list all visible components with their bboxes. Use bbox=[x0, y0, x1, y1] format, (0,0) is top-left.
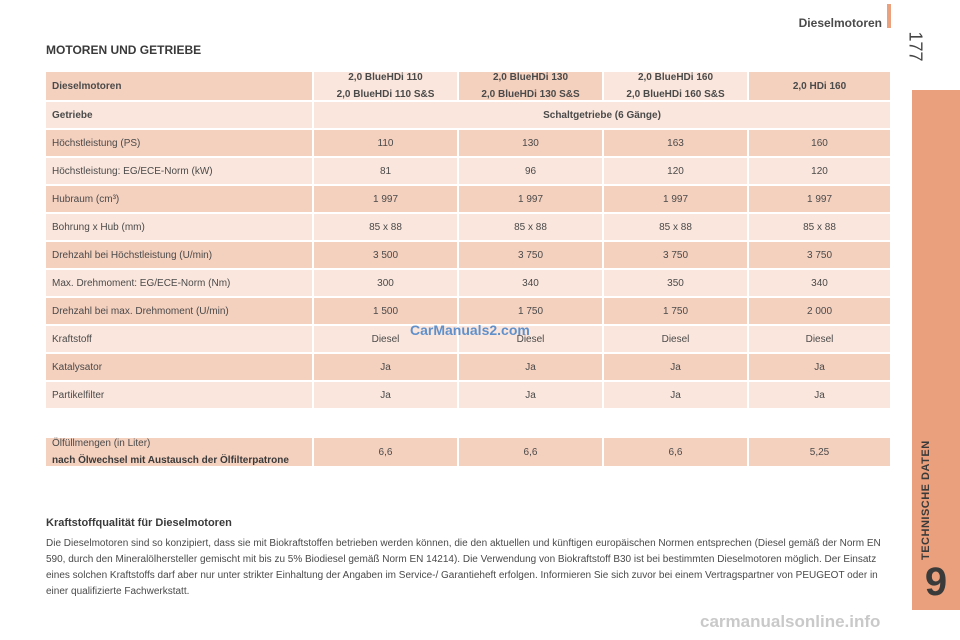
table-row bbox=[46, 382, 892, 410]
oil-value: 6,6 bbox=[459, 438, 604, 468]
engine-column-header bbox=[314, 72, 459, 102]
row-value: 160 bbox=[749, 130, 892, 158]
row-value: 130 bbox=[459, 130, 604, 158]
row-value: Ja bbox=[314, 354, 459, 382]
row-value: 163 bbox=[604, 130, 749, 158]
row-label: Höchstleistung: EG/ECE-Norm (kW) bbox=[46, 158, 314, 186]
row-value: 3 750 bbox=[604, 242, 749, 270]
row-label: Drehzahl bei max. Drehmoment (U/min) bbox=[46, 298, 314, 326]
header-title: Dieselmotoren bbox=[798, 16, 882, 30]
gearbox-value: Schaltgetriebe (6 Gänge) bbox=[314, 102, 892, 130]
table-row bbox=[46, 242, 892, 270]
engine-name: 2,0 BlueHDi 160 bbox=[637, 72, 714, 83]
table-row bbox=[46, 186, 892, 214]
row-value: Ja bbox=[314, 382, 459, 410]
table-row bbox=[46, 214, 892, 242]
engine-column-header bbox=[604, 72, 749, 102]
row-value: Ja bbox=[604, 382, 749, 410]
row-label: Hubraum (cm³) bbox=[46, 186, 314, 214]
row-label: Max. Drehmoment: EG/ECE-Norm (Nm) bbox=[46, 270, 314, 298]
oil-value: 6,6 bbox=[314, 438, 459, 468]
row-value: 300 bbox=[314, 270, 459, 298]
row-value: 110 bbox=[314, 130, 459, 158]
oil-value: 6,6 bbox=[604, 438, 749, 468]
row-value: 3 750 bbox=[749, 242, 892, 270]
table-row bbox=[46, 354, 892, 382]
row-value: Ja bbox=[749, 382, 892, 410]
engine-name: 2,0 HDi 160 bbox=[792, 80, 847, 92]
gearbox-label: Getriebe bbox=[46, 102, 314, 130]
table-row bbox=[46, 158, 892, 186]
footer-watermark: carmanualsonline.info bbox=[700, 612, 881, 631]
row-value: 85 x 88 bbox=[459, 214, 604, 242]
oil-sublabel: nach Ölwechsel mit Austausch der Ölfilterpatrone bbox=[52, 455, 289, 466]
row-value: 85 x 88 bbox=[749, 214, 892, 242]
row-label: Kraftstoff bbox=[46, 326, 314, 354]
row-value: Diesel bbox=[604, 326, 749, 354]
row-value: 120 bbox=[604, 158, 749, 186]
gearbox-row bbox=[46, 102, 892, 130]
fuel-quality-text: Die Dieselmotoren sind so konzipiert, dass sie mit Biokraftstoffen betrieben werden können, die den aktuellen und künftigen europäischen Normen entsprechen (Diesel gemäß der Norm EN 590, durch den Mineralölhersteller gemischt mit bis zu 5% Biodiesel gemäß Norm EN 14214). Die Verwendung von Biokraftstoff B30 ist bei bestimmten Dieselmotoren möglich. Der Einsatz eines solchen Kraftstoffs darf aber nur unter strikter Einhaltung der Angaben im Service-/ Garantieheft erfolgen. Informieren Sie sich zuvor bei einem Vertragspartner von PEUGEOT oder in einer qualifizierte Fachwerkstatt. bbox=[46, 538, 881, 597]
row-value: 85 x 88 bbox=[604, 214, 749, 242]
row-value: 3 500 bbox=[314, 242, 459, 270]
section-title: MOTOREN UND GETRIEBE bbox=[46, 43, 202, 57]
row-value: 120 bbox=[749, 158, 892, 186]
row-value: 1 997 bbox=[604, 186, 749, 214]
row-label: Partikelfilter bbox=[46, 382, 314, 410]
row-value: 96 bbox=[459, 158, 604, 186]
chapter-tab-label: TECHNISCHE DATEN bbox=[920, 440, 932, 560]
row-value: Diesel bbox=[314, 326, 459, 354]
row-value: 350 bbox=[604, 270, 749, 298]
header-rule bbox=[887, 4, 891, 28]
table-gap bbox=[46, 410, 892, 438]
header-label: Dieselmotoren bbox=[46, 72, 314, 102]
row-label: Drehzahl bei Höchstleistung (U/min) bbox=[46, 242, 314, 270]
oil-value: 5,25 bbox=[749, 438, 892, 468]
engine-column-header bbox=[749, 72, 892, 102]
engine-column-header bbox=[459, 72, 604, 102]
engine-variant: 2,0 BlueHDi 110 S&S bbox=[336, 89, 435, 100]
row-value: 1 997 bbox=[749, 186, 892, 214]
row-label: Höchstleistung (PS) bbox=[46, 130, 314, 158]
row-value: 1 997 bbox=[459, 186, 604, 214]
row-value: Diesel bbox=[459, 326, 604, 354]
row-value: 1 997 bbox=[314, 186, 459, 214]
row-value: 3 750 bbox=[459, 242, 604, 270]
engine-variant: 2,0 BlueHDi 130 S&S bbox=[481, 89, 580, 100]
chapter-number: 9 bbox=[924, 560, 948, 604]
row-value: Ja bbox=[459, 354, 604, 382]
row-label: Katalysator bbox=[46, 354, 314, 382]
row-value: 340 bbox=[459, 270, 604, 298]
row-value: Ja bbox=[459, 382, 604, 410]
row-label: Bohrung x Hub (mm) bbox=[46, 214, 314, 242]
engine-name: 2,0 BlueHDi 110 bbox=[348, 72, 423, 83]
row-value: 85 x 88 bbox=[314, 214, 459, 242]
engine-spec-table bbox=[46, 72, 892, 468]
table-header-row bbox=[46, 72, 892, 102]
table-row bbox=[46, 270, 892, 298]
table-row bbox=[46, 130, 892, 158]
row-value: Diesel bbox=[749, 326, 892, 354]
fuel-quality-heading: Kraftstoffqualität für Dieselmotoren bbox=[46, 517, 232, 529]
page-number: 177 bbox=[905, 31, 926, 62]
oil-label: Ölfüllmengen (in Liter) bbox=[52, 438, 151, 449]
row-value: Ja bbox=[749, 354, 892, 382]
row-value: 340 bbox=[749, 270, 892, 298]
row-value: 1 750 bbox=[459, 298, 604, 326]
oil-capacity-row bbox=[46, 438, 892, 468]
engine-name: 2,0 BlueHDi 130 bbox=[492, 72, 569, 83]
watermark-link[interactable]: CarManuals2.com bbox=[410, 322, 530, 338]
engine-variant: 2,0 BlueHDi 160 S&S bbox=[626, 89, 725, 100]
row-value: 2 000 bbox=[749, 298, 892, 326]
oil-label-cell bbox=[46, 438, 314, 468]
row-value: 1 750 bbox=[604, 298, 749, 326]
row-value: 81 bbox=[314, 158, 459, 186]
row-value: Ja bbox=[604, 354, 749, 382]
row-value: 1 500 bbox=[314, 298, 459, 326]
